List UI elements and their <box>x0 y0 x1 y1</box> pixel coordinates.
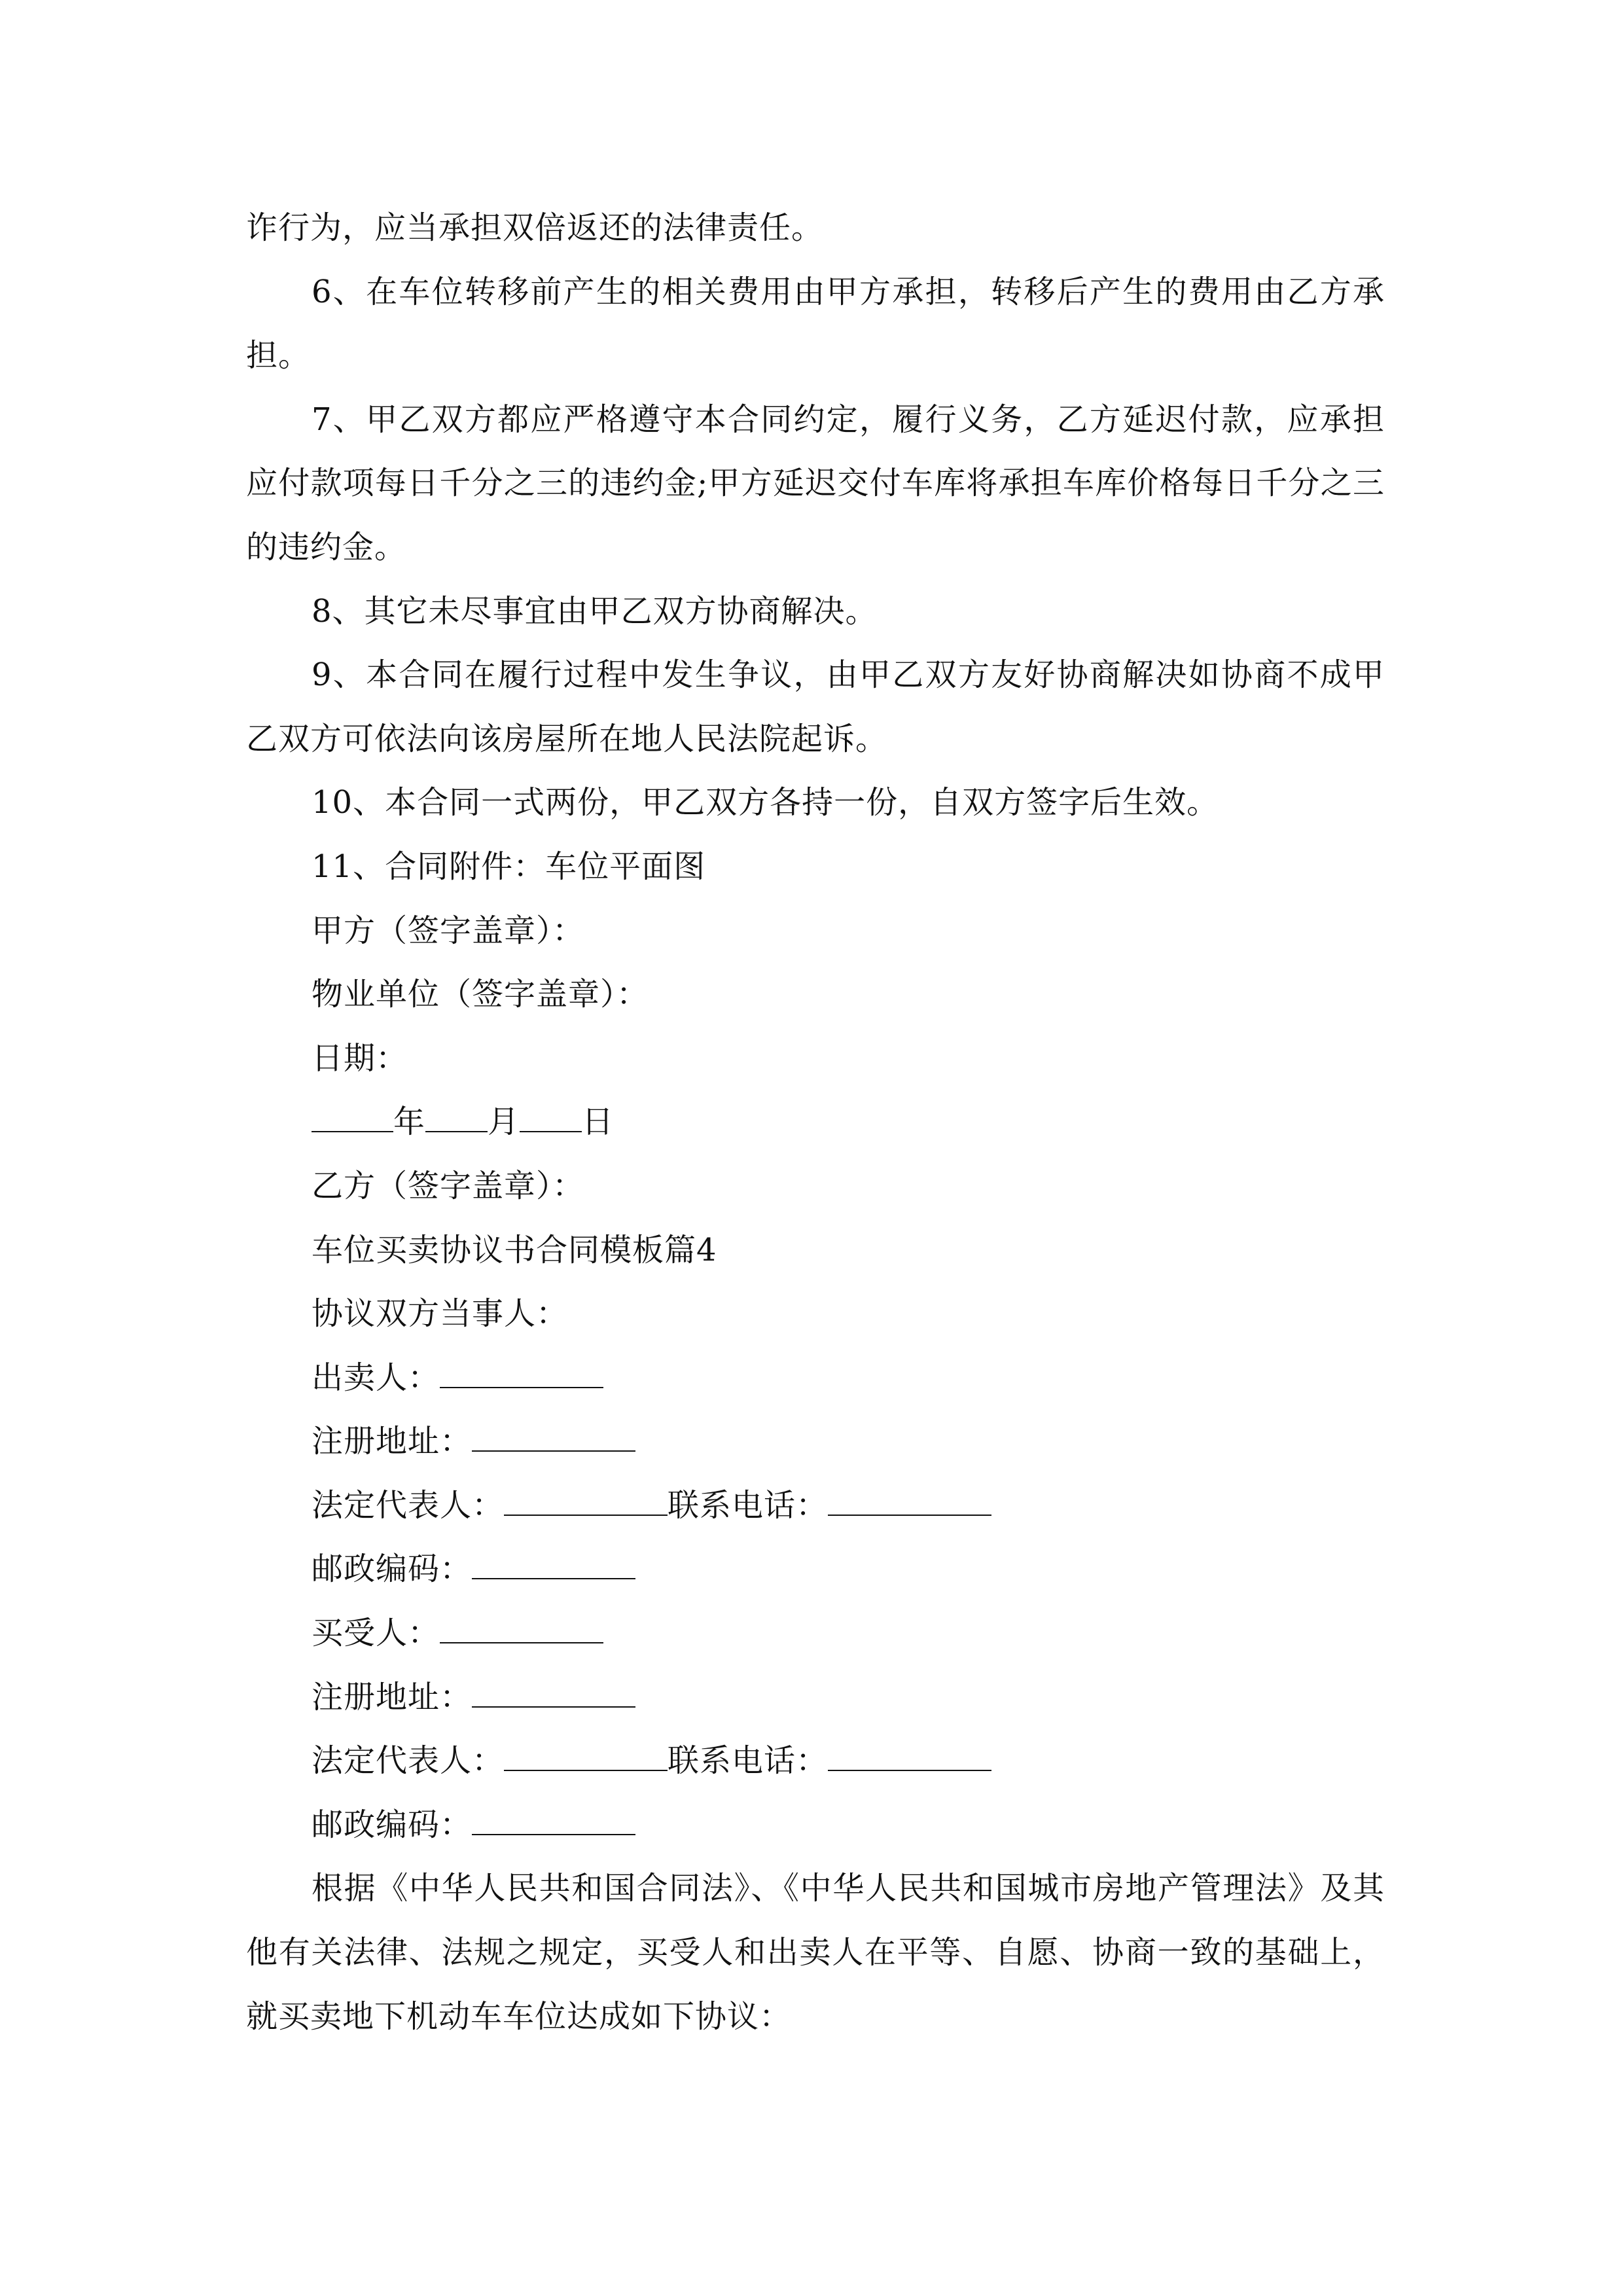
closing-paragraph: 根据《中华人民共和国合同法》、《中华人民共和国城市房地产管理法》及其他有关法律、法规之规定，买受人和出卖人在平等、自愿、协商一致的基础上，就买卖地下机动车车位达成如下协议： <box>246 1870 1385 2035</box>
seller-address-blank <box>472 1424 635 1452</box>
seller-rep-blank <box>504 1488 668 1516</box>
buyer-postcode-blank <box>472 1808 635 1835</box>
clause-6: 6、在车位转移前产生的相关费用由甲方承担，转移后产生的费用由乙方承担。 <box>246 273 1385 374</box>
clause-9: 9、本合同在履行过程中发生争议，由甲乙双方友好协商解决如协商不成甲乙双方可依法向该房屋所在地人民法院起诉。 <box>246 656 1385 757</box>
clause-11: 11、合同附件：车位平面图 <box>312 848 706 885</box>
clause-8: 8、其它未尽事宜由甲乙双方协商解决。 <box>312 592 878 630</box>
seller-phone-blank <box>828 1488 991 1516</box>
party-b-signature: 乙方（签字盖章）： <box>312 1167 585 1204</box>
buyer-label: 买受人： <box>312 1615 440 1652</box>
buyer-address-label: 注册地址： <box>312 1678 473 1715</box>
seller-rep-line <box>246 1474 1385 1538</box>
buyer-phone-label: 联系电话： <box>668 1742 829 1780</box>
month-label: 月 <box>488 1103 520 1141</box>
month-blank <box>425 1105 488 1132</box>
buyer-rep-line <box>246 1729 1385 1793</box>
year-label: 年 <box>393 1103 426 1141</box>
seller-line <box>246 1346 1385 1410</box>
buyer-postcode-line <box>246 1793 1385 1857</box>
seller-rep-label: 法定代表人： <box>312 1486 505 1524</box>
section-title: 车位买卖协议书合同模板篇4 <box>312 1231 717 1268</box>
property-unit-signature: 物业单位（签字盖章）： <box>312 976 649 1013</box>
seller-phone-label: 联系电话： <box>668 1486 829 1524</box>
clause-7: 7、甲乙双方都应严格遵守本合同约定，履行义务，乙方延迟付款，应承担应付款项每日千分之三的违约金;甲方延迟交付车库将承担车库价格每日千分之三的违约金。 <box>246 401 1385 565</box>
buyer-address-line <box>246 1666 1385 1730</box>
seller-blank <box>440 1361 603 1388</box>
buyer-postcode-label: 邮政编码： <box>312 1806 473 1843</box>
seller-label: 出卖人： <box>312 1359 440 1396</box>
buyer-address-blank <box>472 1680 635 1708</box>
buyer-blank <box>440 1616 603 1643</box>
day-blank <box>520 1105 582 1132</box>
parties-intro: 协议双方当事人： <box>312 1295 569 1333</box>
buyer-rep-label: 法定代表人： <box>312 1742 505 1780</box>
party-a-signature: 甲方（签字盖章）： <box>312 912 585 949</box>
document-body <box>246 196 1385 2049</box>
paragraph-continuation: 诈行为，应当承担双倍返还的法律责任。 <box>246 209 824 246</box>
date-line <box>246 1090 1385 1155</box>
buyer-rep-blank <box>504 1744 668 1771</box>
clause-10: 10、本合同一式两份，甲乙双方各持一份，自双方签字后生效。 <box>312 784 1219 821</box>
seller-postcode-line <box>246 1537 1385 1602</box>
buyer-phone-blank <box>828 1744 991 1771</box>
seller-address-line <box>246 1410 1385 1474</box>
date-label: 日期： <box>312 1039 408 1077</box>
year-blank <box>312 1105 393 1132</box>
seller-postcode-blank <box>472 1552 635 1579</box>
buyer-line <box>246 1602 1385 1666</box>
day-label: 日 <box>582 1103 615 1141</box>
seller-address-label: 注册地址： <box>312 1423 473 1460</box>
seller-postcode-label: 邮政编码： <box>312 1551 473 1588</box>
